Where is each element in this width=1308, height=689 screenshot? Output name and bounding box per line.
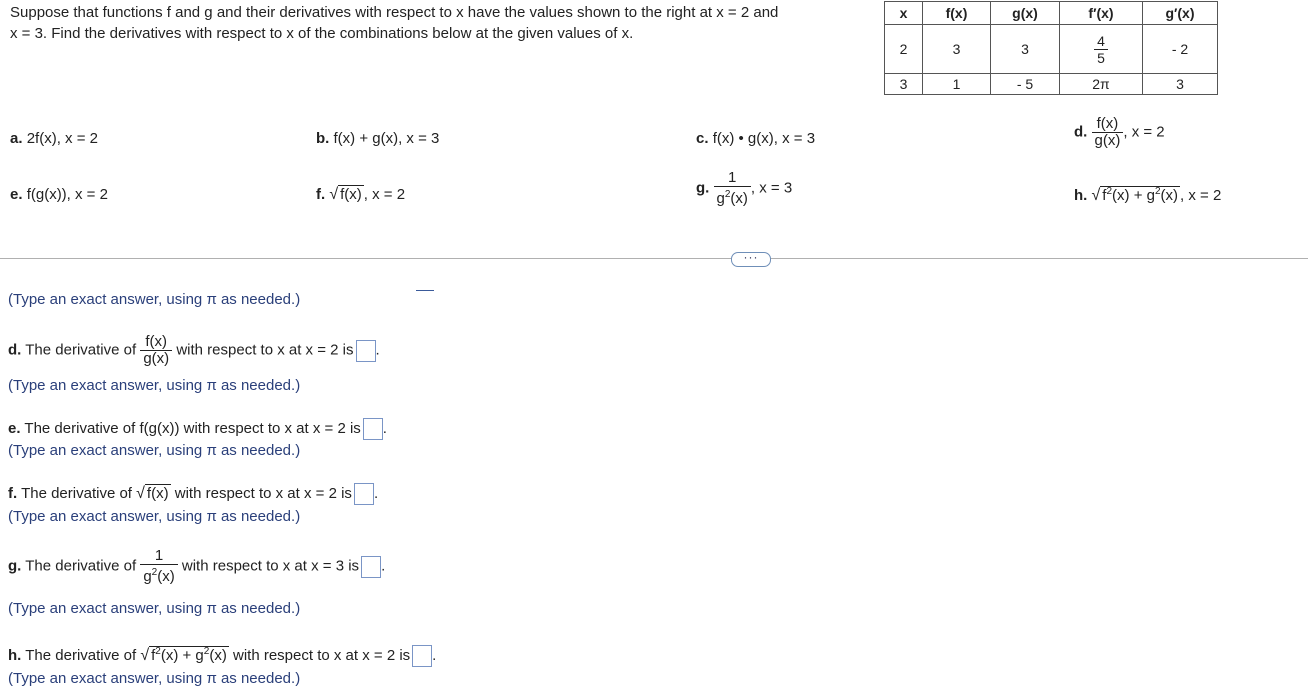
fraction-denominator: 5	[1094, 49, 1108, 66]
radicand: f(x)	[340, 186, 362, 203]
text-cursor-mark	[416, 290, 434, 291]
intro-line-2: x = 3. Find the derivatives with respect to x of the combinations below at the given values of x.	[10, 25, 634, 42]
cell-f: 3	[923, 25, 991, 74]
problem-suffix: , x = 2	[1123, 123, 1165, 141]
problem-suffix: , x = 3	[750, 179, 793, 197]
answer-label: e.	[8, 419, 21, 437]
problem-c	[696, 130, 815, 147]
radicand: f(x)	[146, 484, 169, 502]
den-tail: (x)	[730, 190, 748, 207]
problem-d	[1074, 116, 1165, 149]
answer-pre: The derivative of	[21, 484, 132, 502]
answer-label: g.	[8, 557, 22, 575]
cell-gprime: - 2	[1143, 25, 1218, 74]
answer-post: with respect to x at x = 2 is	[174, 484, 352, 502]
sqrt-symbol: √	[140, 646, 150, 664]
problem-suffix: , x = 2	[1180, 187, 1222, 204]
table-row	[885, 74, 1218, 95]
problem-label: c.	[696, 130, 709, 147]
header-fprime: f′(x)	[1060, 2, 1143, 25]
answer-hint: (Type an exact answer, using π as needed.)	[8, 600, 301, 617]
fraction-numerator: 1	[728, 169, 737, 186]
problem-g	[696, 170, 792, 207]
problem-label: e.	[10, 186, 23, 203]
sqrt-symbol: √	[136, 484, 145, 502]
answer-label: h.	[8, 646, 22, 664]
answer-input-d[interactable]	[356, 340, 376, 362]
cell-f: 1	[923, 74, 991, 95]
answer-hint: (Type an exact answer, using π as needed.)	[8, 291, 301, 308]
problem-label: h.	[1074, 187, 1088, 204]
fraction	[140, 334, 172, 367]
answer-input-e[interactable]	[363, 418, 383, 440]
fraction-numerator: 1	[154, 547, 164, 564]
section-divider	[0, 258, 1308, 259]
answer-post: with respect to x at x = 2 is	[176, 341, 354, 359]
answer-label: d.	[8, 341, 22, 359]
fraction-denominator	[714, 186, 751, 207]
fraction-denominator: $g^2(x)$	[140, 564, 177, 585]
problem-h	[1074, 186, 1221, 205]
problem-text: f(x) • g(x), x = 3	[712, 130, 816, 147]
problem-intro	[10, 2, 860, 44]
answer-text: The derivative of f(g(x)) with respect to x at x = 2 is	[24, 419, 361, 437]
problem-b	[316, 130, 439, 147]
cell-gprime: 3	[1143, 74, 1218, 95]
fraction-denominator: g(x)	[140, 350, 172, 367]
problem-text: f(g(x)), x = 2	[26, 186, 108, 203]
table-header-row	[885, 2, 1218, 25]
problem-label: g.	[696, 179, 710, 197]
answer-pre: The derivative of	[25, 646, 137, 664]
answer-post: with respect to x at x = 2 is	[233, 646, 411, 664]
cell-g: - 5	[991, 74, 1060, 95]
header-g: g(x)	[991, 2, 1060, 25]
cell-x: 3	[885, 74, 923, 95]
den-exponent: 2	[724, 189, 731, 200]
header-x: x	[885, 2, 923, 25]
fraction	[714, 170, 751, 207]
problem-suffix: , x = 2	[363, 186, 406, 203]
intro-line-1: Suppose that functions f and g and their derivatives with respect to x have the values shown to the right at x = 2 and	[10, 4, 779, 21]
fraction-denominator: g(x)	[1092, 132, 1124, 149]
answer-input-g[interactable]	[361, 556, 381, 578]
answer-h: h. The derivative of √ $f^2(x) + g^2(x)$ with respect to x at x = 2 is .	[8, 645, 436, 667]
expand-more-button[interactable]: ···	[731, 252, 771, 267]
answer-f: f. The derivative of √ f(x) with respect to x at x = 2 is .	[8, 483, 378, 505]
fraction-numerator: f(x)	[145, 333, 168, 350]
problem-label: a.	[10, 130, 23, 147]
answer-label: f.	[8, 484, 18, 502]
answer-hint: (Type an exact answer, using π as needed.)	[8, 670, 301, 687]
problem-text: 2f(x), x = 2	[26, 130, 98, 147]
problem-label: f.	[316, 186, 326, 203]
problem-text: f(x) + g(x), x = 3	[333, 130, 440, 147]
den-base: g	[716, 190, 725, 207]
answer-hint: (Type an exact answer, using π as needed.)	[8, 377, 301, 394]
cell-g: 3	[991, 25, 1060, 74]
answer-d: d. The derivative of $\frac{f(x)}{g(x)}$ with respect to x at x = 2 is .	[8, 333, 380, 367]
answer-e: e. The derivative of f(g(x)) with respect to x at x = 2 is .	[8, 418, 387, 440]
problem-label: d.	[1074, 123, 1088, 141]
fraction-numerator: f(x)	[1096, 115, 1119, 132]
sqrt-symbol: √	[329, 186, 339, 203]
problem-f	[316, 186, 405, 204]
answer-g: g. The derivative of $\frac{1}{g^2(x)}$ with respect to x at x = 3 is .	[8, 547, 386, 585]
problem-a	[10, 130, 98, 147]
sqrt-symbol: √	[1091, 187, 1101, 204]
answer-pre: The derivative of	[25, 557, 137, 575]
fraction	[1094, 33, 1108, 66]
header-f: f(x)	[923, 2, 991, 25]
fraction	[1092, 116, 1124, 149]
answer-input-h[interactable]	[412, 645, 432, 667]
answer-hint: (Type an exact answer, using π as needed.)	[8, 508, 301, 525]
problem-e	[10, 186, 108, 203]
problem-label: b.	[316, 130, 330, 147]
cell-fprime: 2π	[1060, 74, 1143, 95]
answer-hint: (Type an exact answer, using π as needed.)	[8, 442, 301, 459]
radicand: $f^2(x) + g^2(x)$	[151, 645, 227, 664]
answer-input-f[interactable]	[354, 483, 374, 505]
cell-x: 2	[885, 25, 923, 74]
answer-post: with respect to x at x = 3 is	[181, 557, 360, 575]
fraction-numerator: 4	[1097, 32, 1105, 49]
values-table	[884, 1, 1218, 95]
fraction	[140, 548, 177, 585]
cell-fprime	[1060, 25, 1143, 74]
radicand: $f^2(x) + g^2(x)$	[1102, 186, 1179, 204]
header-gprime: g′(x)	[1143, 2, 1218, 25]
table-row	[885, 25, 1218, 74]
answer-pre: The derivative of	[25, 341, 137, 359]
